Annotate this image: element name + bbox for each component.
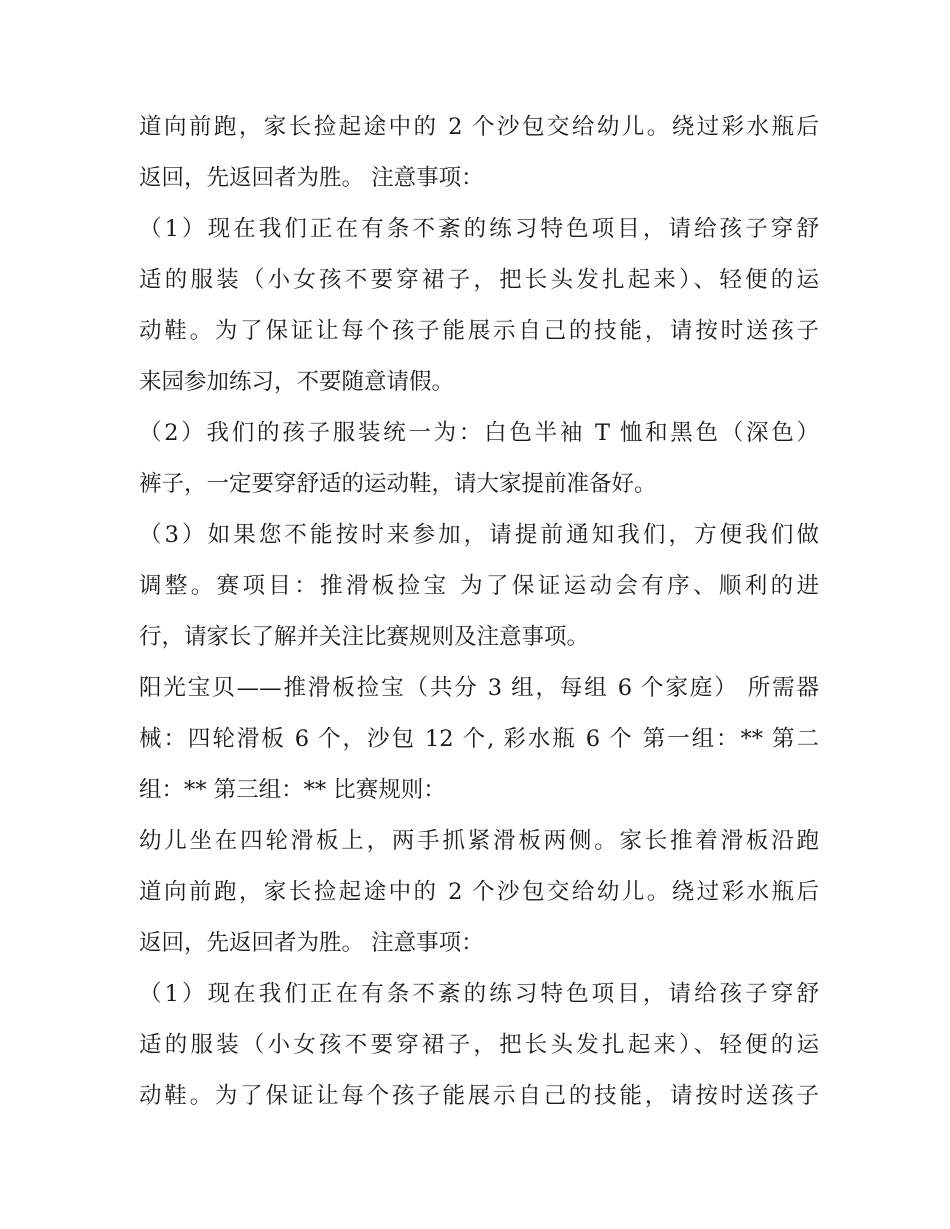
text-line: 裤子，一定要穿舒适的运动鞋，请大家提前准备好。 <box>139 471 657 497</box>
text-line: 返回，先返回者为胜。 注意事项： <box>139 165 484 191</box>
text-line: 幼儿坐在四轮滑板上，两手抓紧滑板两侧。家长推着滑板沿跑 <box>139 828 819 854</box>
text-line: 动鞋。为了保证让每个孩子能展示自己的技能，请按时送孩子 <box>139 1083 819 1109</box>
text-line: 适的服装（小女孩不要穿裙子，把长头发扎起来）、轻便的运 <box>139 267 819 293</box>
text-line: （1）现在我们正在有条不紊的练习特色项目，请给孩子穿舒 <box>139 981 819 1007</box>
text-line: 械：四轮滑板 6 个，沙包 12 个, 彩水瓶 6 个 第一组：** 第二 <box>139 726 819 752</box>
text-line: 组：** 第三组：** 比赛规则： <box>139 777 446 803</box>
text-line: 阳光宝贝——推滑板捡宝（共分 3 组，每组 6 个家庭） 所需器 <box>139 675 819 701</box>
text-line: （1）现在我们正在有条不紊的练习特色项目，请给孩子穿舒 <box>139 216 819 242</box>
text-line: （3）如果您不能按时来参加，请提前通知我们，方便我们做 <box>139 522 819 548</box>
text-line: 来园参加练习，不要随意请假。 <box>139 369 455 395</box>
text-line: 行，请家长了解并关注比赛规则及注意事项。 <box>139 624 590 650</box>
text-line: 返回，先返回者为胜。 注意事项： <box>139 930 484 956</box>
text-line: 调整。赛项目：推滑板捡宝 为了保证运动会有序、顺利的进 <box>139 573 819 599</box>
text-line: （2）我们的孩子服装统一为：白色半袖 T 恤和黑色（深色） <box>139 420 819 446</box>
text-line: 适的服装（小女孩不要穿裙子，把长头发扎起来）、轻便的运 <box>139 1032 819 1058</box>
text-line: 道向前跑，家长捡起途中的 2 个沙包交给幼儿。绕过彩水瓶后 <box>139 879 819 905</box>
text-line: 动鞋。为了保证让每个孩子能展示自己的技能，请按时送孩子 <box>139 318 819 344</box>
body-text <box>139 102 819 1122</box>
text-line: 道向前跑，家长捡起途中的 2 个沙包交给幼儿。绕过彩水瓶后 <box>139 114 819 140</box>
